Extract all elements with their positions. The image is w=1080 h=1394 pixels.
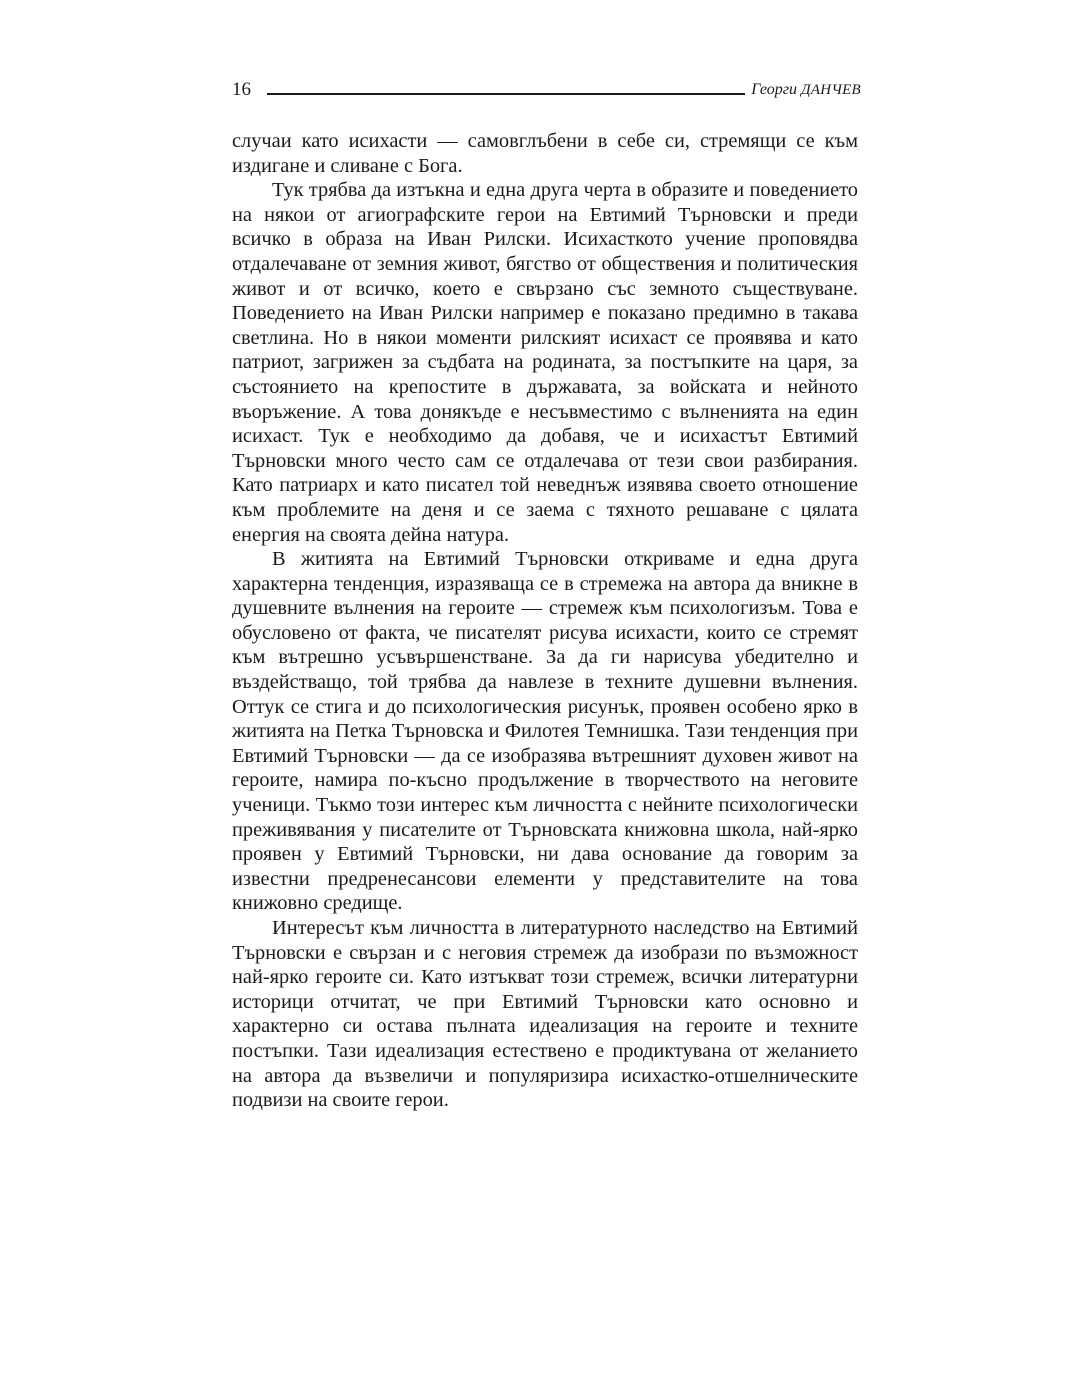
running-head-author xyxy=(751,80,861,100)
paragraph-psychologism: В житията на Евтимий Търновски откриваме и една друга характерна тенденция, изразяваща се в стремежа на автора да вникне в душевните вълнения на героите — стремеж към психологизъм. Това е обусловено от факта, че писателят рисува исихасти, които се стремят към вътрешно усъвършенстване. За да ги нарисува убедително и въздействащо, той трябва да навлезе в техните душевни вълнения. Оттук се стига и до психологическия рисунък, проявен особено ярко в житията на Петка Търновска и Филотея Темнишка. Тази тенденция при Евтимий Търновски — да се изобразява вътрешният духовен живот на героите, намира по-късно продължение в творчеството на неговите ученици. Тъкмо този интерес към личността с нейните психологически преживявания у писателите от Търновската книжовна школа, най-ярко проявен у Евтимий Търновски, ни дава основание да говорим за известни предренесансови елементи у представителите на това книжовно средище. xyxy=(232,548,858,915)
author-surname: ДАНЧЕВ xyxy=(801,82,861,98)
body-text xyxy=(232,129,858,1113)
page-number: 16 xyxy=(232,79,251,100)
header-rule xyxy=(267,93,745,95)
page-header xyxy=(232,76,861,100)
paragraph-hesychast-behavior: Тук трябва да изтъкна и една друга черта в образите и поведението на някои от агиографските герои на Евтимий Търновски и преди всичко в образа на Иван Рилски. Исихасткото учение проповядва отдалечаване от земния живот, бягство от обществения и политическия живот и от всичко, което е свързано със земното съществуване. Поведението на Иван Рилски например е показано предимно в такава светлина. Но в някои моменти рилският исихаст се проявява и като патриот, загрижен за съдбата на родината, за постъпките на царя, за състоянието на крепостите в държавата, за войската и нейното въоръжение. А това донякъде е несъвместимо с вълненията на един исихаст. Тук е необходимо да добавя, че и исихастът Евтимий Търновски много често сам се отдалечава от тези свои разбирания. Като патриарх и като писател той неведнъж изявява своето отношение към проблемите на деня и се заема с тяхното решаване с цялата енергия на своята дейна натура. xyxy=(232,179,858,546)
paragraph-continuation: случаи като исихасти — самовглъбени в себе си, стремящи се към издигане и сливане с Бога. xyxy=(232,130,858,177)
paragraph-idealization: Интересът към личността в литературното наследство на Евтимий Търновски е свързан и с неговия стремеж да изобрази по възможност най-ярко героите си. Като изтъкват този стремеж, всички литературни историци отчитат, че при Евтимий Търновски като основно и характерно си остава пълната идеализация на героите и техните постъпки. Тази идеализация естествено е продиктувана от желанието на автора да възвеличи и популяризира исихастко-отшелническите подвизи на своите герои. xyxy=(232,917,858,1112)
author-first-name: Георги xyxy=(751,81,797,98)
